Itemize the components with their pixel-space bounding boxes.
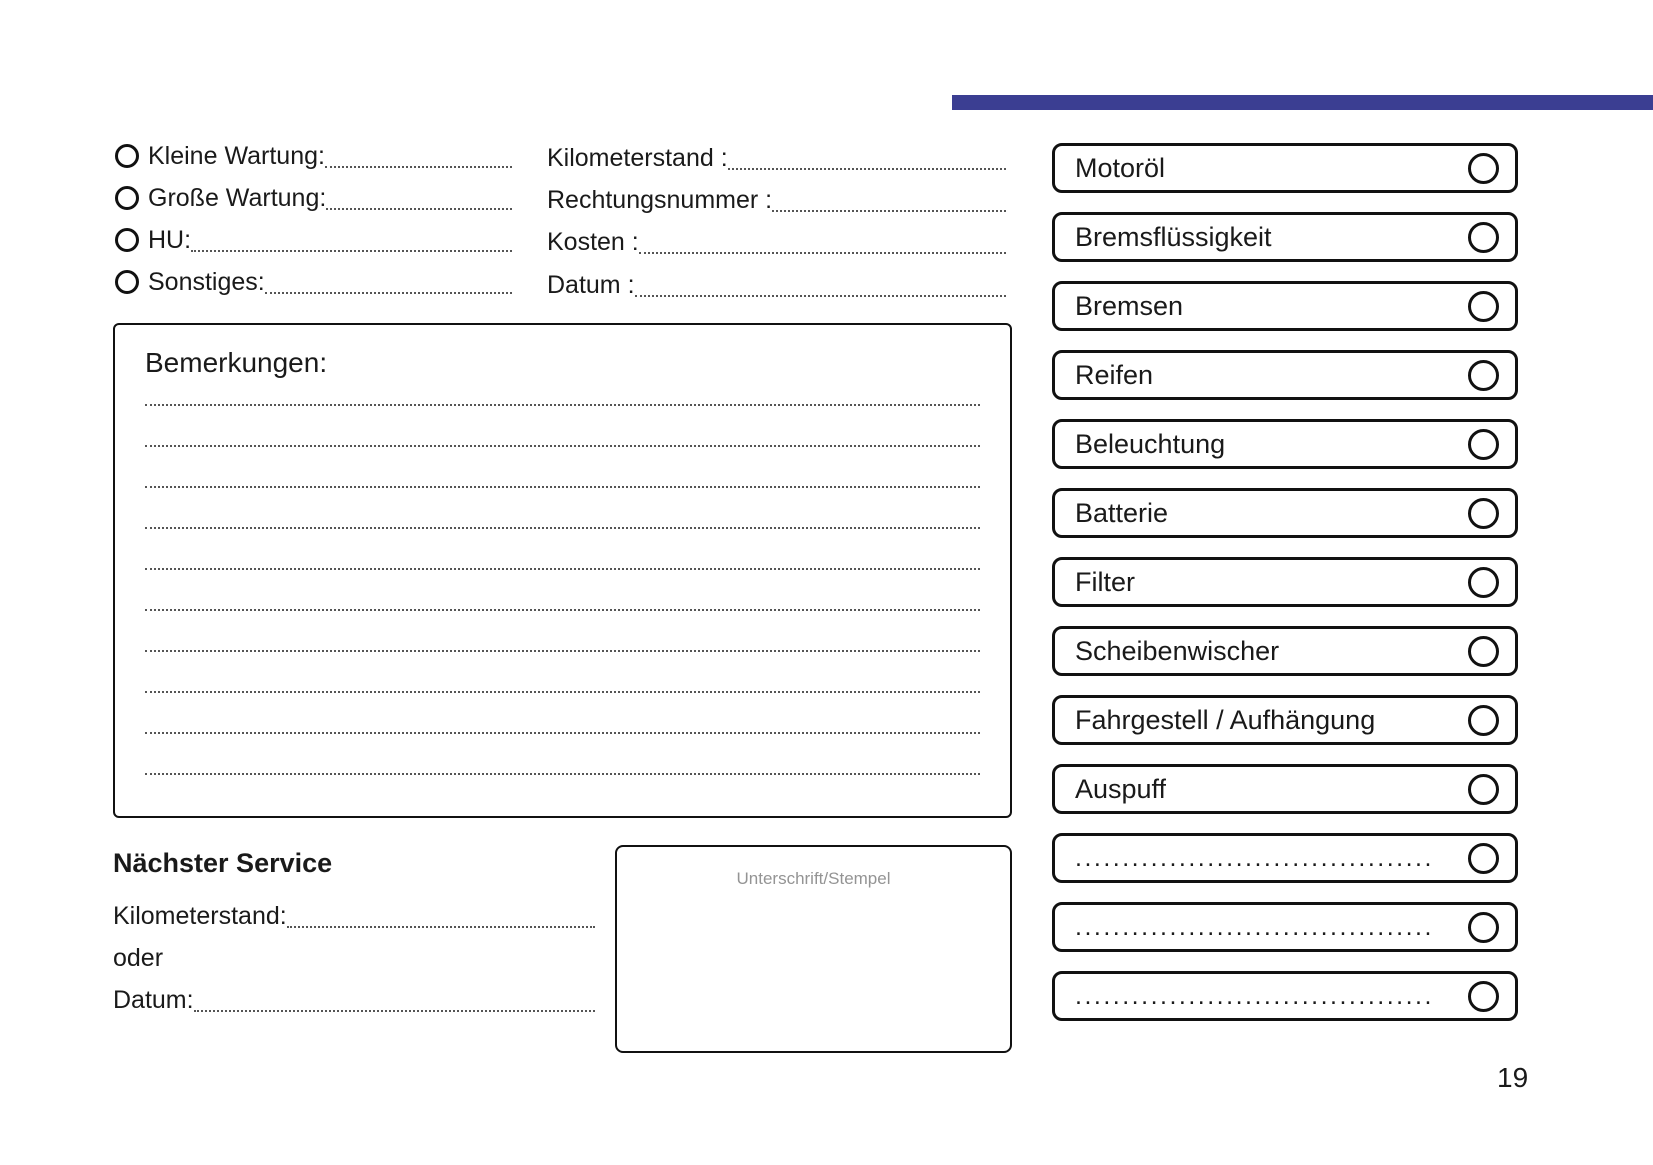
detail-row-kosten (547, 223, 1006, 261)
remarks-lines (145, 365, 980, 775)
next-service-title: Nächster Service (113, 848, 333, 878)
next-service-row-kilometerstand (113, 897, 595, 935)
remark-writing-line[interactable] (145, 529, 980, 570)
dotted-field-line[interactable] (325, 166, 512, 168)
checklist-label: Bremsen (1075, 290, 1184, 321)
check-circle[interactable] (1468, 912, 1499, 943)
checklist-row-bremsfluessigkeit (1052, 212, 1518, 262)
signature-stamp-label: Unterschrift/Stempel (736, 869, 891, 888)
next-service-row-datum (113, 981, 595, 1019)
checklist-label: Filter (1075, 566, 1135, 597)
check-circle[interactable] (1468, 153, 1499, 184)
next-service-label: Kilometerstand: (113, 901, 287, 930)
checklist-blank-label[interactable]: ...................................... (1075, 843, 1434, 872)
check-circle[interactable] (1468, 429, 1499, 460)
detail-label: Kosten : (547, 227, 639, 256)
checklist-row-fahrgestell-aufhaengung (1052, 695, 1518, 745)
detail-label: Rechtungsnummer : (547, 185, 773, 214)
checklist-row-auspuff (1052, 764, 1518, 814)
checklist-blank-label[interactable]: ...................................... (1075, 912, 1434, 941)
checklist-label: Scheibenwischer (1075, 635, 1280, 666)
check-circle[interactable] (1468, 567, 1499, 598)
checklist-blank-label[interactable]: ...................................... (1075, 981, 1434, 1010)
service-type-row-grosse-wartung (115, 179, 512, 217)
checklist-row-scheibenwischer (1052, 626, 1518, 676)
service-type-row-kleine-wartung (115, 137, 512, 175)
service-type-label: Sonstiges: (148, 267, 265, 296)
checklist-label: Beleuchtung (1075, 428, 1226, 459)
checklist-row-blank-2 (1052, 902, 1518, 952)
check-circle[interactable] (1468, 291, 1499, 322)
radio-circle-hu[interactable] (115, 228, 139, 252)
remark-writing-line[interactable] (145, 488, 980, 529)
dotted-field-line[interactable] (191, 250, 512, 252)
detail-label: Kilometerstand : (547, 143, 728, 172)
checklist-label: Motoröl (1075, 152, 1166, 183)
checklist-label: Auspuff (1075, 773, 1167, 804)
checklist-label: Reifen (1075, 359, 1154, 390)
dotted-field-line[interactable] (265, 292, 512, 294)
remark-writing-line[interactable] (145, 693, 980, 734)
checklist-row-filter (1052, 557, 1518, 607)
checklist-label: Bremsflüssigkeit (1075, 221, 1272, 252)
remark-writing-line[interactable] (145, 447, 980, 488)
radio-circle-grosse-wartung[interactable] (115, 186, 139, 210)
accent-bar (952, 95, 1653, 110)
service-type-row-sonstiges (115, 263, 512, 301)
dotted-field-line[interactable] (287, 926, 595, 928)
remark-writing-line[interactable] (145, 734, 980, 775)
dotted-field-line[interactable] (639, 252, 1006, 254)
radio-circle-sonstiges[interactable] (115, 270, 139, 294)
dotted-field-line[interactable] (326, 208, 512, 210)
check-circle[interactable] (1468, 705, 1499, 736)
dotted-field-line[interactable] (728, 168, 1006, 170)
checklist-row-batterie (1052, 488, 1518, 538)
checklist-row-blank-1 (1052, 833, 1518, 883)
remarks-box (113, 323, 1012, 818)
check-circle[interactable] (1468, 360, 1499, 391)
service-type-row-hu (115, 221, 512, 259)
checklist-row-beleuchtung (1052, 419, 1518, 469)
check-circle[interactable] (1468, 498, 1499, 529)
dotted-field-line[interactable] (635, 295, 1006, 297)
dotted-field-line[interactable] (194, 1010, 595, 1012)
checklist-label: Batterie (1075, 497, 1169, 528)
check-circle[interactable] (1468, 843, 1499, 874)
check-circle[interactable] (1468, 222, 1499, 253)
remark-writing-line[interactable] (145, 365, 980, 406)
checklist-label: Fahrgestell / Aufhängung (1075, 704, 1376, 735)
check-circle[interactable] (1468, 774, 1499, 805)
service-type-label: Große Wartung: (148, 183, 327, 212)
next-service-label: Datum: (113, 985, 194, 1014)
check-circle[interactable] (1468, 981, 1499, 1012)
remark-writing-line[interactable] (145, 652, 980, 693)
checklist-row-motoroel (1052, 143, 1518, 193)
next-service-row-oder (113, 939, 595, 977)
radio-circle-kleine-wartung[interactable] (115, 144, 139, 168)
signature-stamp-box[interactable] (615, 845, 1012, 1053)
next-service-or-label: oder (113, 943, 164, 972)
remark-writing-line[interactable] (145, 611, 980, 652)
dotted-field-line[interactable] (772, 210, 1006, 212)
remark-writing-line[interactable] (145, 406, 980, 447)
checklist-row-bremsen (1052, 281, 1518, 331)
detail-label: Datum : (547, 270, 635, 299)
detail-row-rechnungsnummer (547, 181, 1006, 219)
remarks-title: Bemerkungen: (145, 347, 328, 378)
service-type-label: Kleine Wartung: (148, 141, 325, 170)
check-circle[interactable] (1468, 636, 1499, 667)
detail-row-datum (547, 266, 1006, 304)
page-number: 19 (1497, 1062, 1529, 1093)
detail-row-kilometerstand (547, 139, 1006, 177)
service-type-label: HU: (148, 225, 192, 254)
remark-writing-line[interactable] (145, 570, 980, 611)
inspection-checklist (1052, 143, 1518, 1040)
checklist-row-blank-3 (1052, 971, 1518, 1021)
checklist-row-reifen (1052, 350, 1518, 400)
